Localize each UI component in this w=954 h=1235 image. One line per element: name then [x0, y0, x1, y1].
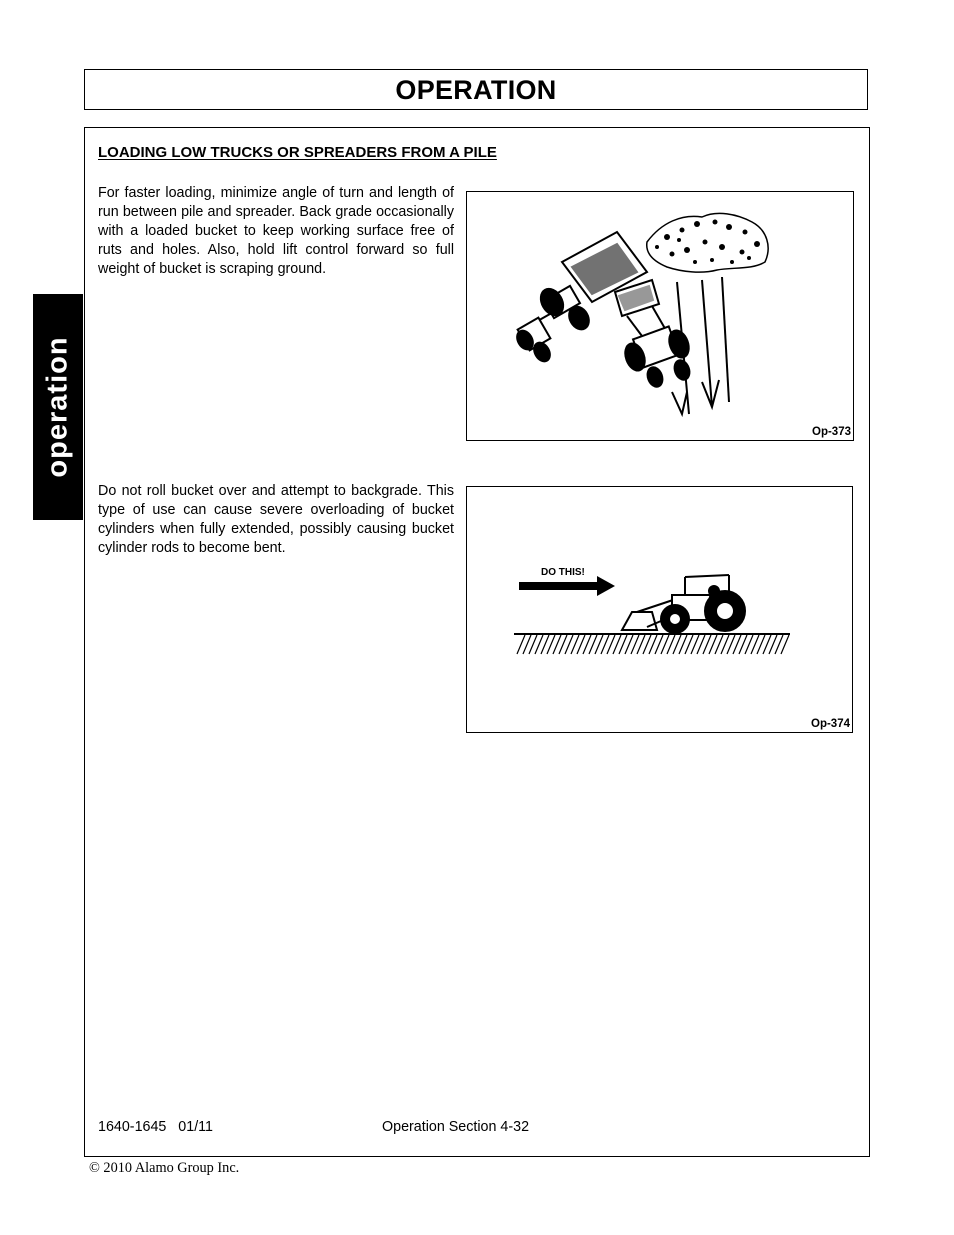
do-this-illustration	[467, 487, 851, 731]
footer-section-page: Operation Section 4-32	[382, 1119, 530, 1135]
loading-pile-illustration	[467, 192, 852, 439]
page-title: OPERATION	[395, 75, 557, 105]
figure-loading-pile	[466, 191, 854, 441]
page-header	[84, 69, 868, 110]
material-pile	[647, 213, 768, 272]
direction-arrow	[519, 567, 615, 596]
figure-label-op373: Op-373	[812, 426, 851, 438]
loader-tractor	[615, 280, 692, 389]
side-tab	[33, 294, 83, 520]
arrow-label: DO THIS!	[541, 567, 585, 578]
footer-model-date: 1640-1645 01/11	[98, 1119, 214, 1135]
ground-hatching	[514, 634, 790, 654]
figure-do-this	[466, 486, 853, 733]
side-tab-label: operation	[41, 336, 74, 478]
section-heading: LOADING LOW TRUCKS OR SPREADERS FROM A PILE	[98, 144, 497, 161]
copyright-notice: © 2010 Alamo Group Inc.	[89, 1160, 240, 1176]
figure-label-op374: Op-374	[811, 718, 850, 730]
paragraph-loading: For faster loading, minimize angle of turn and length of run between pile and spreader. Back grade occasionally with a loaded bucket to keep working surface free of ruts and holes. Also, hold lift control forward so full weight of bucket is scraping ground.	[98, 185, 454, 277]
tractor-with-bucket	[622, 575, 745, 633]
paragraph-backgrade: Do not roll bucket over and attempt to backgrade. This type of use can cause severe overloading of bucket cylinders when fully extended, possibly causing bucket cylinder rods to become bent.	[98, 483, 454, 556]
